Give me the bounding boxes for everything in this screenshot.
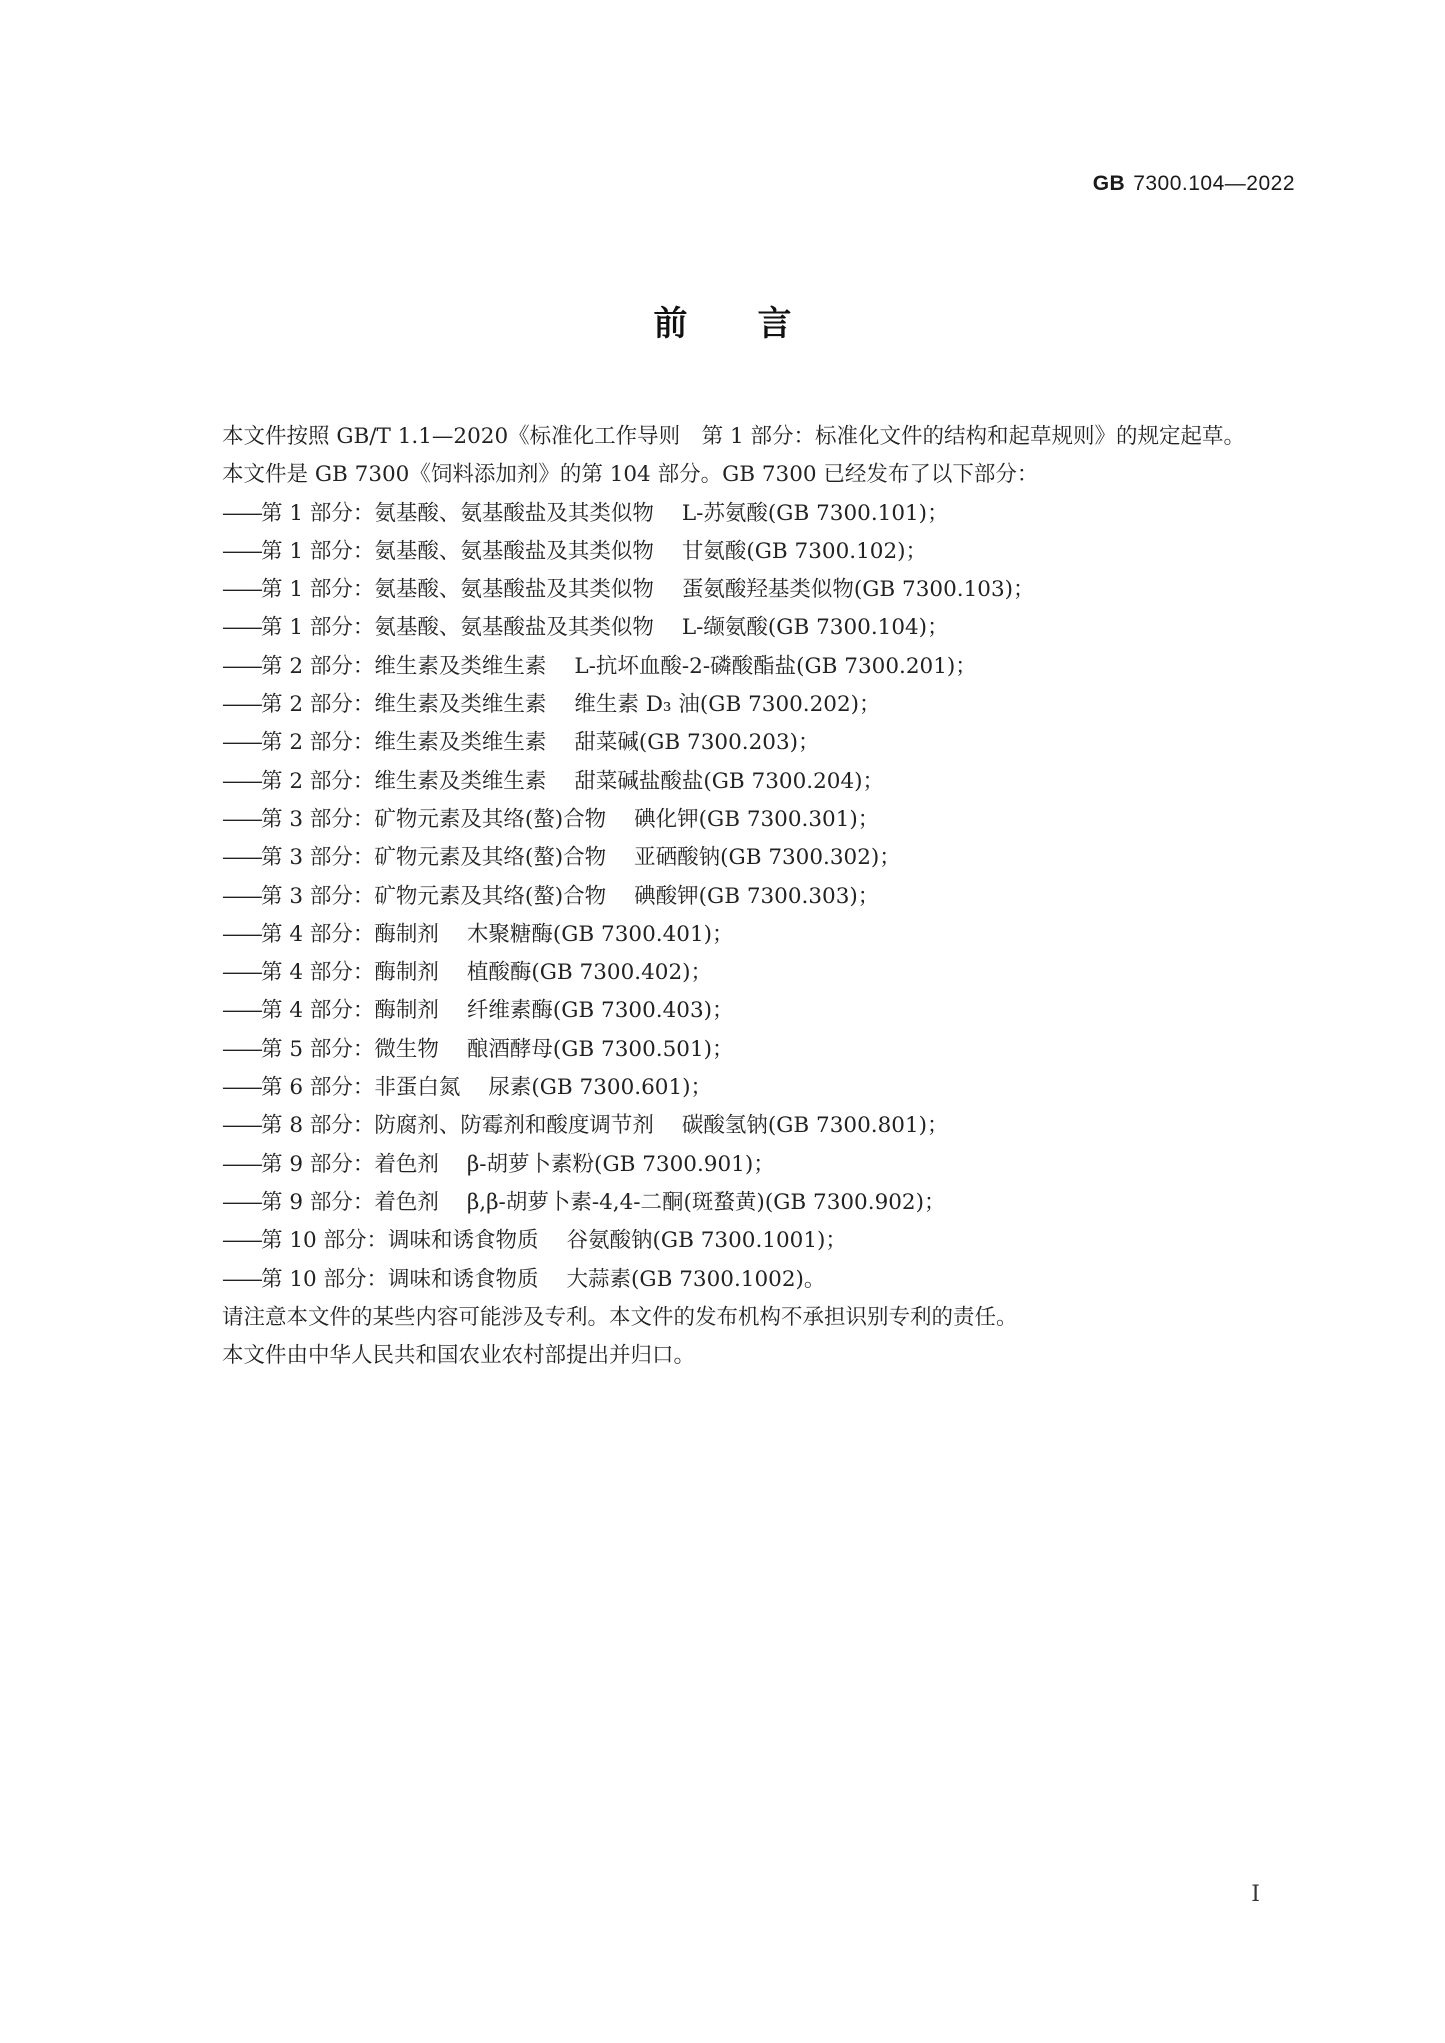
list-dash: —— [222, 615, 261, 641]
list-item-title: L-缬氨酸(GB 7300.104)； [681, 615, 949, 641]
list-item-title: 甘氨酸(GB 7300.102)； [681, 538, 928, 564]
list-item-title: L-抗坏血酸-2-磷酸酯盐(GB 7300.201)； [574, 653, 977, 679]
standard-code-number: 7300.104—2022 [1133, 172, 1295, 195]
list-item-part: 第 8 部分：防腐剂、防霉剂和酸度调节剂 [261, 1113, 654, 1139]
list-item [174, 648, 1294, 686]
list-dash: —— [222, 998, 261, 1024]
paragraph-series-intro: 本文件是 GB 7300《饲料添加剂》的第 104 部分。GB 7300 已经发布了以下部分： [222, 462, 1039, 488]
list-item-part: 第 2 部分：维生素及类维生素 [261, 768, 547, 794]
list-item [174, 724, 1294, 762]
list-item-part: 第 2 部分：维生素及类维生素 [261, 653, 547, 679]
list-item-title: β,β-胡萝卜素-4,4-二酮(斑蝥黄)(GB 7300.902)； [466, 1189, 946, 1215]
list-item-part: 第 1 部分：氨基酸、氨基酸盐及其类似物 [261, 538, 654, 564]
list-item-part: 第 10 部分：调味和诱食物质 [261, 1266, 539, 1292]
list-item-title: 甜菜碱盐酸盐(GB 7300.204)； [574, 768, 885, 794]
list-item-title: 蛋氨酸羟基类似物(GB 7300.103)； [681, 577, 1035, 603]
list-item [174, 1222, 1294, 1260]
list-item-part: 第 4 部分：酶制剂 [261, 998, 439, 1024]
list-item [174, 763, 1294, 801]
list-dash: —— [222, 577, 261, 603]
list-item-part: 第 2 部分：维生素及类维生素 [261, 692, 547, 718]
list-item-title: 木聚糖酶(GB 7300.401)； [466, 921, 734, 947]
list-dash: —— [222, 768, 261, 794]
list-dash: —— [222, 1189, 261, 1215]
paragraph-drafting-rules: 本文件按照 GB/T 1.1—2020《标准化工作导则 第 1 部分：标准化文件的结构和起草规则》的规定起草。 [222, 424, 1245, 449]
list-item [174, 1261, 1294, 1299]
parts-list [174, 495, 1294, 1299]
list-dash: —— [222, 1151, 261, 1177]
list-item-part: 第 9 部分：着色剂 [261, 1189, 439, 1215]
paragraph-patent-notice: 请注意本文件的某些内容可能涉及专利。本文件的发布机构不承担识别专利的责任。 [222, 1304, 1018, 1330]
list-item-title: β-胡萝卜素粉(GB 7300.901)； [466, 1151, 775, 1177]
list-dash: —— [222, 960, 261, 986]
list-item [174, 992, 1294, 1030]
list-item-title: 甜菜碱(GB 7300.203)； [574, 730, 820, 756]
standard-code-prefix: GB [1092, 172, 1126, 195]
list-item-part: 第 3 部分：矿物元素及其络(螯)合物 [261, 883, 607, 909]
list-dash: —— [222, 500, 261, 526]
list-item [174, 1069, 1294, 1107]
list-item-title: 碘化钾(GB 7300.301)； [634, 806, 880, 832]
list-item [174, 916, 1294, 954]
list-item [174, 571, 1294, 609]
paragraph-proposer: 本文件由中华人民共和国农业农村部提出并归口。 [222, 1343, 696, 1369]
list-item-title: L-苏氨酸(GB 7300.101)； [681, 500, 949, 526]
list-item-part: 第 1 部分：氨基酸、氨基酸盐及其类似物 [261, 500, 654, 526]
list-item-title: 亚硒酸钠(GB 7300.302)； [634, 845, 901, 871]
list-item-part: 第 5 部分：微生物 [261, 1036, 439, 1062]
list-dash: —— [222, 1228, 261, 1254]
list-item-part: 第 6 部分：非蛋白氮 [261, 1075, 461, 1101]
list-item [174, 1107, 1294, 1145]
list-item-title: 尿素(GB 7300.601)； [488, 1075, 713, 1101]
list-item-part: 第 2 部分：维生素及类维生素 [261, 730, 547, 756]
list-item [174, 495, 1294, 533]
list-dash: —— [222, 1075, 261, 1101]
list-item-part: 第 10 部分：调味和诱食物质 [261, 1228, 539, 1254]
list-item-title: 碳酸氢钠(GB 7300.801)； [681, 1113, 949, 1139]
list-item-title: 维生素 D₃ 油(GB 7300.202)； [574, 692, 881, 718]
list-item-part: 第 4 部分：酶制剂 [261, 921, 439, 947]
list-dash: —— [222, 883, 261, 909]
list-dash: —— [222, 730, 261, 756]
list-item [174, 839, 1294, 877]
list-dash: —— [222, 1266, 261, 1292]
list-dash: —— [222, 1036, 261, 1062]
list-item-part: 第 4 部分：酶制剂 [261, 960, 439, 986]
list-item [174, 1031, 1294, 1069]
list-dash: —— [222, 538, 261, 564]
list-item-title: 碘酸钾(GB 7300.303)； [634, 883, 880, 909]
list-item-part: 第 1 部分：氨基酸、氨基酸盐及其类似物 [261, 615, 654, 641]
list-dash: —— [222, 1113, 261, 1139]
list-dash: —— [222, 653, 261, 679]
list-item [174, 954, 1294, 992]
list-dash: —— [222, 845, 261, 871]
list-item [174, 609, 1294, 647]
list-item [174, 801, 1294, 839]
list-item [174, 533, 1294, 571]
list-item-title: 谷氨酸钠(GB 7300.1001)； [566, 1228, 847, 1254]
list-item [174, 878, 1294, 916]
list-item [174, 686, 1294, 724]
list-item-title: 植酸酶(GB 7300.402)； [466, 960, 713, 986]
list-item-part: 第 9 部分：着色剂 [261, 1151, 439, 1177]
list-dash: —— [222, 692, 261, 718]
list-item-title: 纤维素酶(GB 7300.403)； [466, 998, 734, 1024]
list-item-part: 第 3 部分：矿物元素及其络(螯)合物 [261, 806, 607, 832]
list-item-part: 第 3 部分：矿物元素及其络(螯)合物 [261, 845, 607, 871]
foreword-body [174, 418, 1294, 1375]
page-title: 前言 [653, 304, 862, 344]
list-dash: —— [222, 806, 261, 832]
standard-code [1093, 172, 1295, 196]
list-item-title: 大蒜素(GB 7300.1002)。 [566, 1266, 826, 1292]
page-number: I [1251, 1882, 1260, 1907]
list-item [174, 1184, 1294, 1222]
list-item-title: 酿酒酵母(GB 7300.501)； [466, 1036, 734, 1062]
list-item [174, 1146, 1294, 1184]
list-dash: —— [222, 921, 261, 947]
list-item-part: 第 1 部分：氨基酸、氨基酸盐及其类似物 [261, 577, 654, 603]
